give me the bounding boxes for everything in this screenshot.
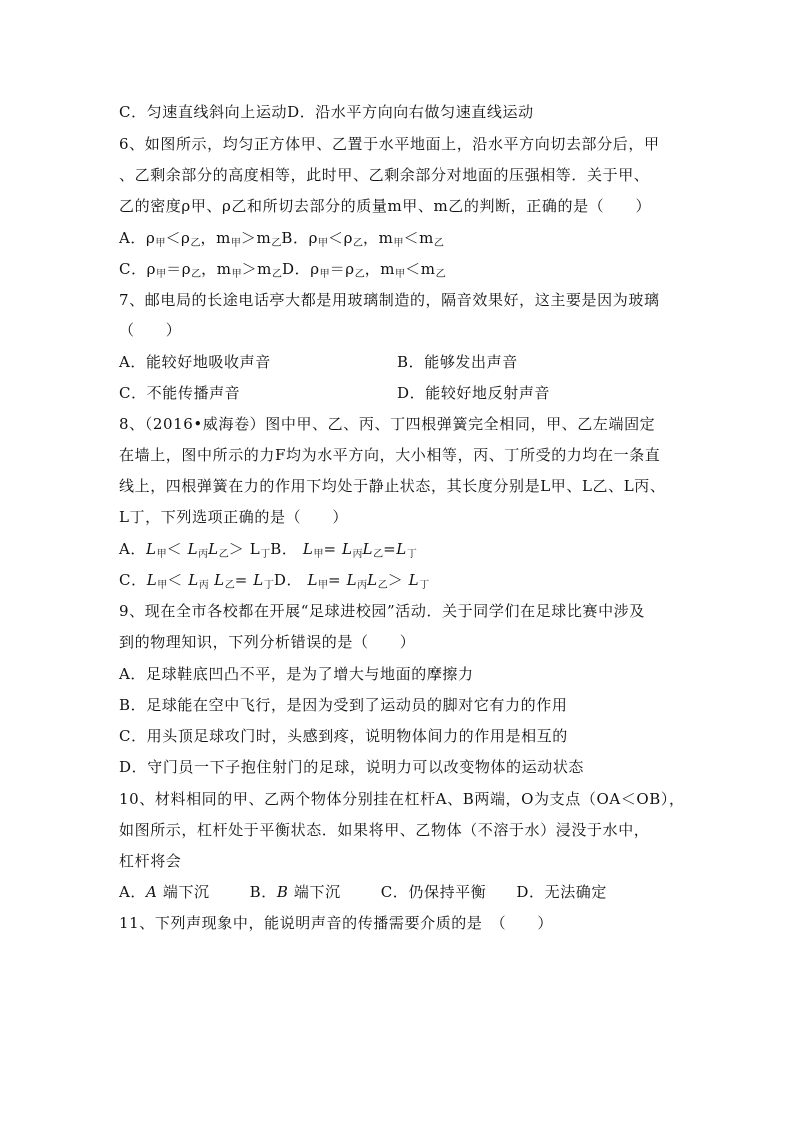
q7-option-c: C．不能传播声音 [119, 384, 241, 402]
q8-option-ab: A．$L_甲< L_丙L_乙> L_丁B$． $L_甲= L_丙L_乙=L_丁$ [119, 540, 417, 560]
q9-stem-line-1: 9、现在全市各校都在开展“足球进校园”活动．关于同学们在足球比赛中涉及 [119, 602, 645, 620]
q10-stem-line-3: 杠杆将会 [119, 852, 182, 870]
q10-option-b: B．B 端下沉 [249, 883, 341, 901]
q8-stem-line-1: 8、（2016•威海卷）图中甲、乙、丙、丁四根弹簧完全相同，甲、乙左端固定 [119, 415, 656, 433]
q9-stem-line-2: 到的物理知识，下列分析错误的是（ ） [119, 633, 416, 651]
q10-stem-line-1: 10、材料相同的甲、乙两个物体分别挂在杠杆A、B两端，O为支点（OA＜OB）， [119, 790, 685, 808]
q10-options [119, 882, 607, 902]
q10-option-a: A．A 端下沉 [119, 883, 210, 901]
q11-stem: 11、下列声现象中，能说明声音的传播需要介质的是 （ ） [119, 914, 553, 932]
q9-option-d: D．守门员一下子抱住射门的足球，说明力可以改变物体的运动状态 [119, 758, 585, 776]
q10-option-c: C．仍保持平衡 [380, 883, 487, 901]
q9-option-a: A．足球鞋底凹凸不平，是为了增大与地面的摩擦力 [119, 665, 474, 683]
q7-option-b: B．能够发出声音 [397, 353, 518, 371]
q5-option-cd: C．匀速直线斜向上运动D．沿水平方向向右做匀速直线运动 [119, 103, 534, 121]
q6-stem-line-2: 、乙剩余部分的高度相等，此时甲、乙剩余部分对地面的压强相等．关于甲、 [119, 166, 650, 184]
q8-option-cd: C．$L_甲< L_丙$ $L_乙= L_丁D$． $L_甲= L_丙L_乙> L_丁$ [119, 571, 430, 591]
q8-stem-line-3: 线上，四根弹簧在力的作用下均处于静止状态，其长度分别是L甲、L乙、L丙、 [119, 477, 666, 495]
q9-option-c: C．用头顶足球攻门时，头感到疼，说明物体间力的作用是相互的 [119, 727, 568, 745]
q6-option-ab: A．$\rho_甲<\rho_乙$，$m_甲>m_乙B$．$\rho_甲<\rho_乙$，$m_甲<m_乙$ [119, 229, 444, 249]
q7-option-d: D．能较好地反射声音 [397, 384, 551, 402]
q7-stem-line-1: 7、邮电局的长途电话亭大都是用玻璃制造的，隔音效果好，这主要是因为玻璃 [119, 291, 660, 309]
q10-stem-line-2: 如图所示，杠杆处于平衡状态．如果将甲、乙物体（不溶于水）浸没于水中， [119, 821, 650, 839]
q8-stem-line-4: L丁，下列选项正确的是（ ） [119, 508, 348, 526]
q6-option-cd: C．$\rho_甲=\rho_乙$，$m_甲>m_乙D$．$\rho_甲=\rho_乙$，$m_甲<m_乙$ [119, 260, 446, 280]
q9-option-b: B．足球能在空中飞行，是因为受到了运动员的脚对它有力的作用 [119, 696, 568, 714]
q6-stem-line-3: 乙的密度ρ甲、ρ乙和所切去部分的质量m甲、m乙的判断，正确的是（ ） [119, 197, 652, 215]
q7-option-a: A．能较好地吸收声音 [119, 353, 271, 371]
q10-option-d: D．无法确定 [516, 883, 608, 901]
q7-stem-line-2: （ ） [119, 321, 182, 339]
q8-stem-line-2: 在墙上，图中所示的力F均为水平方向，大小相等，丙、丁所受的力均在一条直 [119, 446, 661, 464]
q6-stem-line-1: 6、如图所示，均匀正方体甲、乙置于水平地面上，沿水平方向切去部分后，甲 [119, 135, 660, 153]
